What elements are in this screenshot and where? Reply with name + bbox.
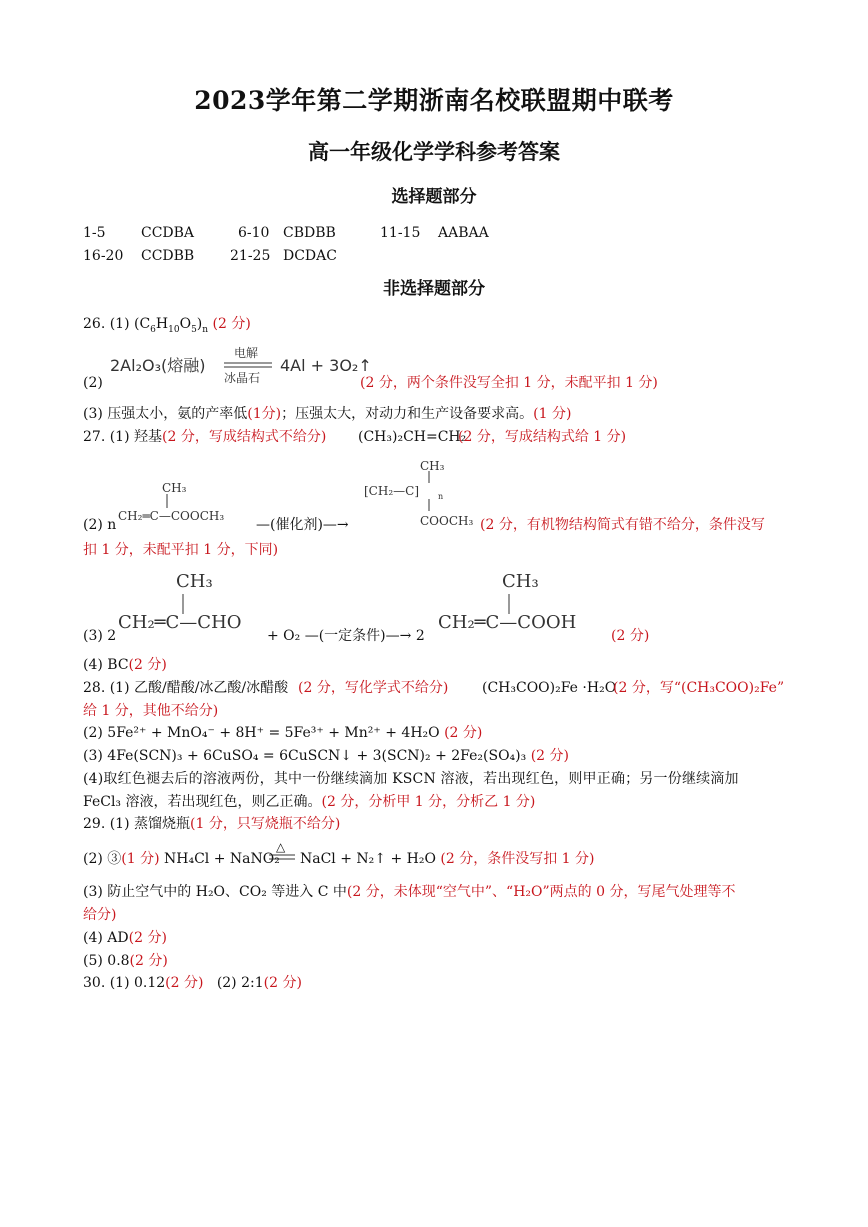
q29-reaction-arrow xyxy=(268,854,296,860)
q27-product-chain: [CH₂—C] xyxy=(364,484,420,498)
q27-part2-score-line1: (2 分，有机物结构简式有错不给分，条件没写 xyxy=(480,517,765,533)
q28-part1-score-b: (2 分，写“(CH₃COO)₂Fe” xyxy=(613,680,785,696)
q26-part2-label: (2) xyxy=(83,375,103,391)
q27-part4-text: (4) BC xyxy=(83,657,129,673)
q26-part3-score-b: (1 分) xyxy=(533,406,572,422)
q28-part2-score: (2 分) xyxy=(444,725,483,741)
choice-answer: DCDAC xyxy=(283,248,337,264)
q28-part3 xyxy=(83,747,569,765)
q26-condition-bottom: 冰晶石 xyxy=(224,371,261,385)
q27-part1-score-b: (2 分，写成结构式给 1 分) xyxy=(458,429,627,445)
q29-heat-condition: △ xyxy=(276,840,286,854)
q28-part2-equation: (2) 5Fe²⁺ + MnO₄⁻ + 8H⁺ = 5Fe³⁺ + Mn²⁺ + 4H₂O xyxy=(83,725,440,741)
q29-part5-score: (2 分) xyxy=(129,953,168,969)
choice-range: 21-25 xyxy=(230,248,271,264)
q29-part1-score: (1 分，只写烧瓶不给分) xyxy=(190,816,341,832)
q28-part1-text-a: 28. (1) 乙酸/醋酸/冰乙酸/冰醋酸 xyxy=(83,680,289,696)
section-heading-choice: 选择题部分 xyxy=(391,187,477,207)
q26-part1: 26. (1) $(C_6H_{10}O_5)_n$ (2 分) xyxy=(83,316,251,335)
q27-product-n: n xyxy=(438,492,444,501)
q28-part3-score: (2 分) xyxy=(530,748,569,764)
q27-part3-label: (3) 2 xyxy=(83,628,117,644)
q30-part2-text: (2) 2:1 xyxy=(216,975,264,991)
q28-part1-score-a: (2 分，写化学式不给分) xyxy=(298,680,449,696)
q26-part3 xyxy=(83,405,571,423)
q26-condition-top: 电解 xyxy=(234,346,259,360)
q27-part3-arrow: + O₂ —(一定条件)—→ 2 xyxy=(267,628,425,644)
q29-part3-text: (3) 防止空气中的 H₂O、CO₂ 等进入 C 中 xyxy=(83,884,347,900)
q27-part4 xyxy=(83,656,167,674)
document-title: 2023学年第二学期浙南名校联盟期中联考 xyxy=(194,86,674,115)
q27-part3-product-bond xyxy=(506,594,512,614)
choice-range: 1-5 xyxy=(83,225,106,241)
q26-part1-score: (2 分) xyxy=(212,316,251,332)
q26-part3-score-a: (1分) xyxy=(247,406,282,422)
q29-part3-score-2: 给分) xyxy=(83,907,117,923)
section-heading-nonchoice: 非选择题部分 xyxy=(383,279,485,299)
q28-part4-line2-text: FeCl₃ 溶液，若出现红色，则乙正确。 xyxy=(83,794,322,810)
q27-part1-text-a: 27. (1) 羟基 xyxy=(83,429,162,445)
q28-part1-text-b: (CH₃COO)₂Fe ·H₂O xyxy=(482,680,617,696)
q26-part3-text-b: ；压强太大，对动力和生产设备要求高。 xyxy=(281,406,534,422)
q27-product-ester: COOCH₃ xyxy=(420,514,474,528)
q28-part4-line2 xyxy=(83,793,535,811)
q27-reaction-arrow: —(催化剂)—→ xyxy=(256,517,349,533)
q27-part1-score-a: (2 分，写成结构式不给分) xyxy=(162,429,327,445)
q29-part2-score-b: (2 分，条件没写扣 1 分) xyxy=(440,851,595,867)
choice-range: 16-20 xyxy=(83,248,124,264)
q28-part2 xyxy=(83,724,482,742)
q30-part2-score: (2 分) xyxy=(263,975,302,991)
q29-part4 xyxy=(83,929,167,947)
q29-part3-score-1: (2 分，未体现“空气中”、“H₂O”两点的 0 分，写尾气处理等不 xyxy=(346,884,736,900)
q29-part5 xyxy=(83,952,168,970)
q26-part2-score: (2 分，两个条件没写全扣 1 分，未配平扣 1 分) xyxy=(360,375,658,391)
q27-part1-text-b: (CH₃)₂CH=CH₂ xyxy=(358,429,467,445)
q27-part2-label: (2) n xyxy=(83,517,117,533)
choice-answer: CCDBB xyxy=(141,248,195,264)
q30-part1-score: (2 分) xyxy=(165,975,204,991)
q27-part3-product: CH₂═C—COOH xyxy=(438,612,577,633)
q29-part2-line-b xyxy=(300,850,595,868)
choice-answer: AABAA xyxy=(438,225,489,241)
q27-part2-score-line2: 扣 1 分，未配平扣 1 分，下同) xyxy=(83,542,279,558)
q29-part4-score: (2 分) xyxy=(128,930,167,946)
q26-equation-left: 2Al₂O₃(熔融) xyxy=(110,356,206,375)
q29-part4-text: (4) AD xyxy=(83,930,129,946)
q29-part5-text: (5) 0.8 xyxy=(83,953,130,969)
q27-product-methyl: CH₃ xyxy=(420,459,445,473)
choice-range: 11-15 xyxy=(380,225,421,241)
q29-part1-text: 29. (1) 蒸馏烧瓶 xyxy=(83,816,190,832)
q28-part4-line1: (4)取红色褪去后的溶液两份，其中一份继续滴加 KSCN 溶液，若出现红色，则甲正确；另一份继续滴加 xyxy=(83,771,739,787)
q27-reactant-methyl: CH₃ xyxy=(162,481,187,495)
q30-part1-text: 30. (1) 0.12 xyxy=(83,975,166,991)
choice-answer: CBDBB xyxy=(283,225,336,241)
q29-part1 xyxy=(83,815,340,833)
q29-part2-score-a: (1 分) xyxy=(121,851,160,867)
q29-part2-text-a: (2) ③ xyxy=(83,851,122,867)
q27-reactant: CH₂═C—COOCH₃ xyxy=(118,509,225,523)
q27-part3-reactant-methyl: CH₃ xyxy=(176,571,213,592)
q28-part3-equation: (3) 4Fe(SCN)₃ + 6CuSO₄ = 6CuSCN↓ + 3(SCN)₂ + 2Fe₂(SO₄)₃ xyxy=(83,748,527,764)
q26-part3-text-a: (3) 压强太小，氨的产率低 xyxy=(83,406,248,422)
q27-product-bonds xyxy=(426,471,432,511)
q26-part1-text: 26. (1) (C xyxy=(83,316,151,332)
q29-part2-text-c: NaCl + N₂↑ + H₂O xyxy=(300,851,436,867)
q28-part1-score-c: 给 1 分，其他不给分) xyxy=(83,703,219,719)
choice-range: 6-10 xyxy=(238,225,270,241)
q30 xyxy=(83,974,302,992)
q26-equation-right: 4Al + 3O₂↑ xyxy=(280,356,372,375)
q29-part3-line1 xyxy=(83,883,735,901)
q27-part3-score: (2 分) xyxy=(611,628,650,644)
q27-part3-reactant-bond xyxy=(180,594,186,614)
q27-part3-reactant: CH₂═C—CHO xyxy=(118,612,242,633)
choice-answer: CCDBA xyxy=(141,225,195,241)
document-subtitle: 高一年级化学学科参考答案 xyxy=(308,139,560,164)
q27-reactant-bond xyxy=(164,494,170,508)
q29-part2-text-b: NH₄Cl + NaNO₂ xyxy=(159,851,280,867)
q29-part2-line xyxy=(83,850,280,868)
q28-part4-score: (2 分，分析甲 1 分，分析乙 1 分) xyxy=(321,794,536,810)
q27-part3-product-methyl: CH₃ xyxy=(502,571,539,592)
q27-part4-score: (2 分) xyxy=(128,657,167,673)
q26-reaction-arrow xyxy=(222,362,274,368)
